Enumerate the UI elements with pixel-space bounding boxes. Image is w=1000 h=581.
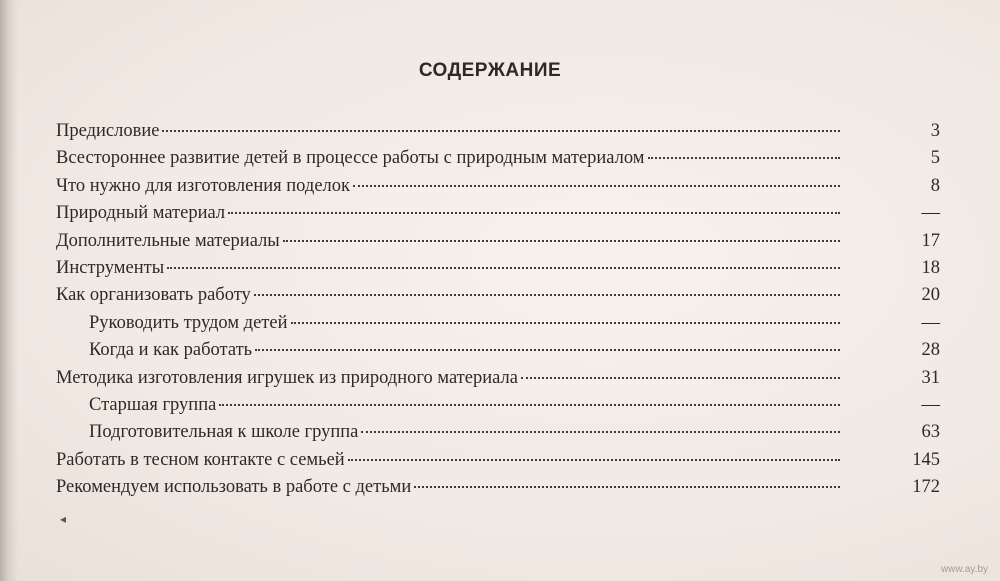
- dot-leader: [255, 349, 840, 351]
- toc-entry-page: —: [921, 394, 940, 415]
- toc-entry-page: 145: [912, 449, 940, 470]
- toc-subentry: [56, 392, 940, 419]
- toc-subentry: [56, 419, 940, 446]
- dot-leader: [167, 267, 840, 269]
- page-gutter-shadow: [0, 0, 18, 581]
- toc-entry-page: 20: [921, 285, 940, 306]
- dot-leader: [361, 431, 840, 433]
- toc-entry: [56, 474, 940, 501]
- toc-entry: [56, 228, 940, 255]
- toc-entry-page: —: [921, 203, 940, 224]
- toc-entry-page: 31: [921, 367, 940, 388]
- toc-entry-page: 5: [930, 148, 940, 169]
- toc-entry-page: 8: [930, 175, 940, 196]
- toc-entry-label: Всестороннее развитие детей в процессе работы с природным материалом: [56, 148, 645, 169]
- toc-entry-label: Методика изготовления игрушек из природного материала: [56, 367, 518, 388]
- dot-leader: [283, 240, 840, 242]
- toc-entry-page: 17: [921, 230, 940, 251]
- watermark: www.ay.by: [940, 564, 988, 575]
- dot-leader: [219, 404, 840, 406]
- table-of-contents: [56, 118, 940, 501]
- toc-entry-label: Как организовать работу: [56, 285, 251, 306]
- toc-entry-label: Работать в тесном контакте с семьей: [56, 449, 345, 470]
- toc-entry-label: Что нужно для изготовления поделок: [56, 175, 350, 196]
- toc-entry-label: Руководить трудом детей: [89, 312, 288, 333]
- toc-subentry: [56, 337, 940, 364]
- toc-entry-label: Инструменты: [56, 257, 165, 278]
- toc-entry-page: —: [921, 312, 940, 333]
- toc-entry: [56, 447, 940, 474]
- dot-leader: [291, 322, 841, 324]
- toc-entry: [56, 282, 940, 309]
- toc-entry-label: Предисловие: [56, 121, 160, 141]
- page-title: СОДЕРЖАНИЕ: [418, 60, 562, 81]
- toc-entry-label: Рекомендуем использовать в работе с детьми: [56, 477, 412, 498]
- toc-entry: [56, 200, 940, 227]
- dot-leader: [228, 212, 840, 214]
- toc-entry: [56, 145, 940, 172]
- toc-entry-page: 3: [930, 121, 940, 141]
- toc-entry: [56, 365, 940, 392]
- dot-leader: [414, 486, 840, 488]
- toc-entry-label: Старшая группа: [89, 394, 217, 415]
- toc-entry-label: Когда и как работать: [89, 340, 253, 361]
- dot-leader: [521, 377, 840, 379]
- ink-mark: ◂: [60, 512, 67, 526]
- toc-subentry: [56, 310, 940, 337]
- toc-entry: [56, 173, 940, 200]
- toc-entry-label: Подготовительная к школе группа: [89, 422, 359, 443]
- toc-entry-page: 172: [912, 477, 940, 498]
- toc-entry-page: 28: [921, 340, 940, 361]
- dot-leader: [648, 157, 840, 159]
- toc-entry-page: 18: [921, 257, 940, 278]
- dot-leader: [254, 294, 840, 296]
- toc-entry-page: 63: [921, 422, 940, 443]
- toc-entry: [56, 118, 940, 145]
- dot-leader: [162, 130, 840, 132]
- toc-entry-label: Дополнительные материалы: [56, 230, 280, 251]
- dot-leader: [353, 185, 840, 187]
- dot-leader: [348, 459, 840, 461]
- toc-entry: [56, 255, 940, 282]
- toc-entry-label: Природный материал: [56, 203, 226, 224]
